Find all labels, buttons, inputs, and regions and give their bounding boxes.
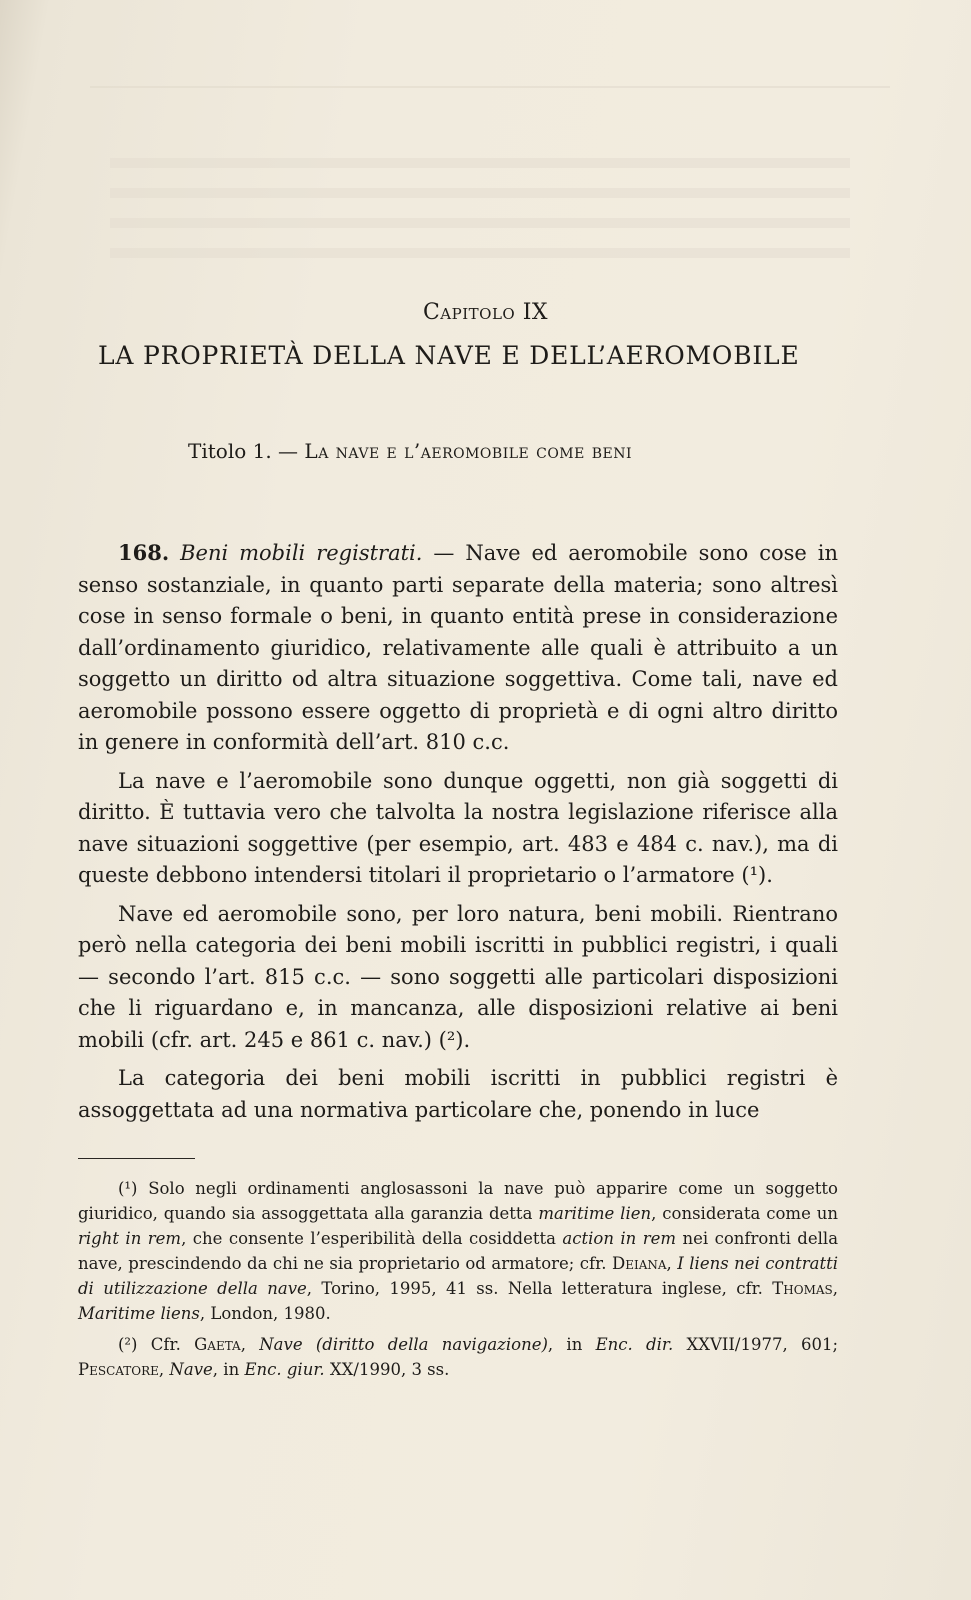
show-through-line [110, 230, 850, 258]
footnote-author: Deiana [611, 1254, 667, 1273]
footnote-2: (²) Cfr. Gaeta, Nave (diritto della navigazione), in Enc. dir. XXVII/1977, 601; Pescatore, Nave, in Enc. giur. XX/1990, 3 ss. [78, 1335, 839, 1379]
paragraph-168 [78, 537, 838, 759]
footnote-author: Thomas [772, 1279, 833, 1298]
footnote-author: Gaeta [194, 1335, 241, 1354]
show-through-line [110, 200, 850, 228]
show-through-line [90, 62, 890, 88]
footnote-italic: maritime lien [538, 1204, 652, 1223]
footnote-text: , Torino, 1995, 41 ss. Nella letteratura inglese, cfr. [306, 1279, 763, 1298]
footnote-divider [78, 1158, 195, 1159]
footnote-1: (¹) Solo negli ordinamenti anglosassoni la nave può apparire come un soggetto giuridico, quando sia assoggettata alla garanzia detta maritime lien, considerata come un right in rem, che consente l’esperibilità della cosiddetta action in rem nei confronti della nave, prescindendo da chi ne sia proprietario od armatore; cfr. Deiana, I liens nei contratti di utilizzazione della nave, Torino, 1995, 41 ss. Nella letteratura inglese, cfr. Thomas, Maritime liens, London, 1980. [78, 1179, 839, 1323]
paragraph-heading: Beni mobili registrati. [180, 541, 423, 565]
section-name: La nave e l’aeromobile come beni [304, 439, 632, 463]
chapter-label: Capitolo IX [422, 300, 549, 325]
footnote-text: , London, 1980. [199, 1304, 331, 1323]
show-through-line [110, 170, 850, 198]
paragraph-number: 168. [118, 540, 170, 565]
footnote-italic: action in rem [562, 1229, 677, 1248]
footnote-text: Solo negli ordinamenti anglosassoni la nave può apparire come un soggetto giuridico, quando sia assoggettata alla garanzia detta [78, 1179, 838, 1223]
footnotes [78, 1176, 838, 1388]
footnote-italic: Nave [169, 1360, 213, 1379]
footnote-text: , in [212, 1360, 240, 1379]
footnote-marker: (²) [118, 1335, 138, 1354]
paragraph-text: — Nave ed aeromobile sono cose in senso sostanziale, in quanto parti separate della materia; sono altresì cose in senso formale o beni, in quanto entità prese in considerazione dall’ordinamento giuridico, relativamente alle quali è attribuito a un soggetto un diritto od altra situazione soggettiva. Come tali, nave ed aeromobile possono essere oggetto di proprietà e di ogni altro diritto in genere in conformità dell’art. 810 c.c. [78, 541, 838, 754]
footnote-italic: right in rem [78, 1229, 182, 1248]
footnote-italic: Maritime liens [78, 1304, 200, 1323]
body-text [78, 537, 838, 1133]
footnote-marker: (¹) [118, 1179, 138, 1198]
paragraph: La nave e l’aeromobile sono dunque oggetti, non già soggetti di diritto. È tuttavia vero che talvolta la nostra legislazione riferisce alla nave situazioni soggettive (per esempio, art. 483 e 484 c. nav.), ma di queste debbono intendersi titolari il proprietario o l’armatore (¹). [78, 768, 838, 887]
footnote-text: , in [547, 1335, 583, 1354]
show-through-line [110, 140, 850, 168]
footnote-italic: Enc. dir. [595, 1335, 674, 1354]
chapter-title: LA PROPRIETÀ DELLA NAVE E DELL’AEROMOBILE [98, 341, 800, 370]
paragraph: La categoria dei beni mobili iscritti in pubblici registri è assoggettata ad una normativa particolare che, ponendo in luce [78, 1066, 838, 1122]
section-title [188, 439, 632, 463]
footnote-italic: I liens nei contratti di utilizzazione della nave [78, 1254, 838, 1298]
footnote-italic: Nave (diritto della navigazione) [259, 1335, 548, 1354]
paragraph: Nave ed aeromobile sono, per loro natura, beni mobili. Rientrano però nella categoria dei beni mobili iscritti in pubblici registri, i quali — secondo l’art. 815 c.c. — sono soggetti alle particolari disposizioni che li riguardano e, in mancanza, alle disposizioni relative ai beni mobili (cfr. art. 245 e 861 c. nav.) (²). [78, 901, 838, 1052]
footnote-text: , considerata come un [651, 1204, 838, 1223]
section-prefix: Titolo 1. — [188, 439, 299, 463]
footnote-author: Pescatore [78, 1360, 159, 1379]
footnote-text: , che consente l’esperibilità della cosiddetta [181, 1229, 556, 1248]
footnote-text: XXVII/1977, 601; [686, 1335, 839, 1354]
footnote-text: XX/1990, 3 ss. [329, 1360, 450, 1379]
footnote-italic: Enc. giur. [244, 1360, 325, 1379]
footnote-text: nei confronti della nave, prescindendo da chi ne sia proprietario od armatore; cfr. [78, 1229, 839, 1273]
footnote-text: Cfr. [150, 1335, 181, 1354]
